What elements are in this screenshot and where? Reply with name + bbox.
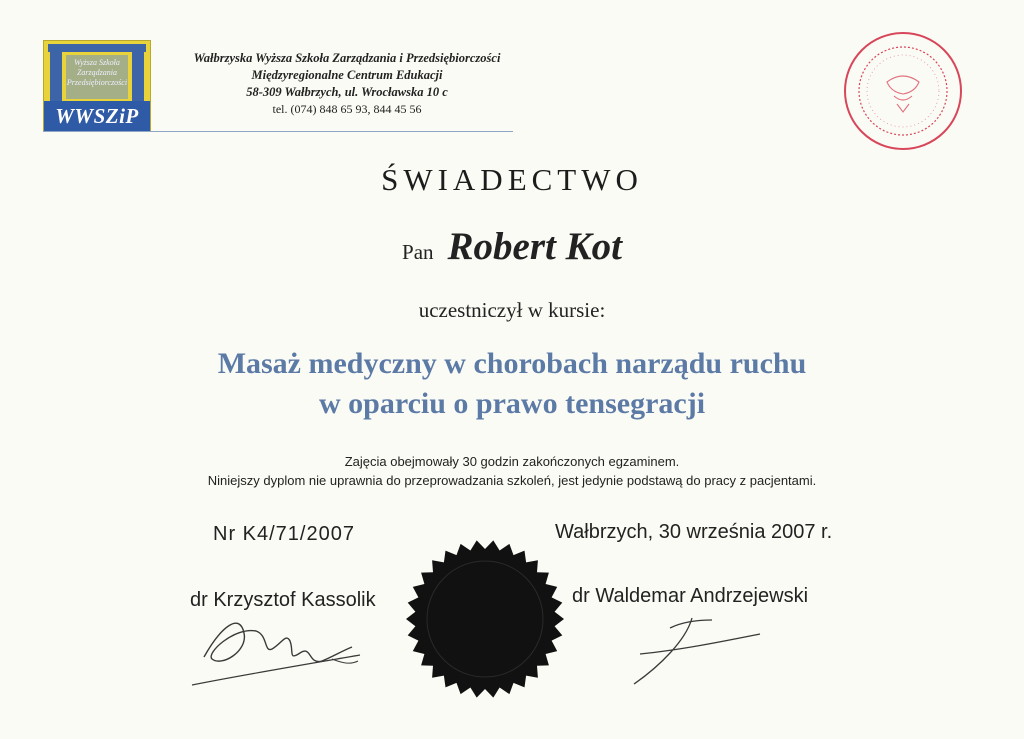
header-divider (43, 131, 513, 132)
institution-header (157, 50, 537, 118)
course-notes (0, 452, 1024, 490)
school-logo (43, 40, 151, 132)
participation-statement: uczestniczył w kursie: (418, 298, 606, 322)
course-title (0, 344, 1024, 424)
logo-pillar-left (50, 51, 62, 101)
logo-inner-text: Wyższa Szkoła Zarządzania Przedsiębiorczości (66, 58, 128, 87)
recipient (0, 224, 1024, 269)
diploma-disclaimer: Niniejszy dyplom nie uprawnia do przeprowadzania szkoleń, jest jedynie podstawą do pracy z pacjentami. (207, 473, 817, 488)
signatory-left-name: dr Krzysztof Kassolik (190, 589, 376, 611)
logo-acronym: WWSZiP (44, 101, 150, 131)
signatory-right-name: dr Waldemar Andrzejewski (572, 585, 809, 607)
institution-department: Międzyregionalne Centrum Edukacji (251, 68, 443, 82)
recipient-prefix: Pan (402, 240, 434, 264)
logo-pillar-right (132, 51, 144, 101)
place-and-date: Wałbrzych, 30 września 2007 r. (555, 521, 833, 543)
document-title: ŚWIADECTWO (381, 162, 643, 197)
institution-name: Wałbrzyska Wyższa Szkoła Zarządzania i Przedsiębiorczości (193, 51, 501, 65)
black-foil-seal-icon (404, 538, 566, 700)
course-hours-note: Zajęcia obejmowały 30 godzin zakończonych egzaminem. (344, 454, 680, 469)
signature-left (182, 605, 372, 690)
round-red-stamp-icon (842, 30, 964, 152)
course-title-line-2: w oparciu o prawo tensegracji (318, 387, 706, 420)
institution-phone: tel. (074) 848 65 93, 844 45 56 (272, 102, 422, 116)
signature-right (620, 610, 770, 690)
recipient-name: Robert Kot (447, 225, 622, 268)
course-title-line-1: Masaż medyczny w chorobach narządu ruchu (217, 347, 807, 380)
institution-address: 58-309 Wałbrzych, ul. Wrocławska 10 c (246, 85, 448, 99)
certificate-number: Nr K4/71/2007 (213, 523, 355, 545)
